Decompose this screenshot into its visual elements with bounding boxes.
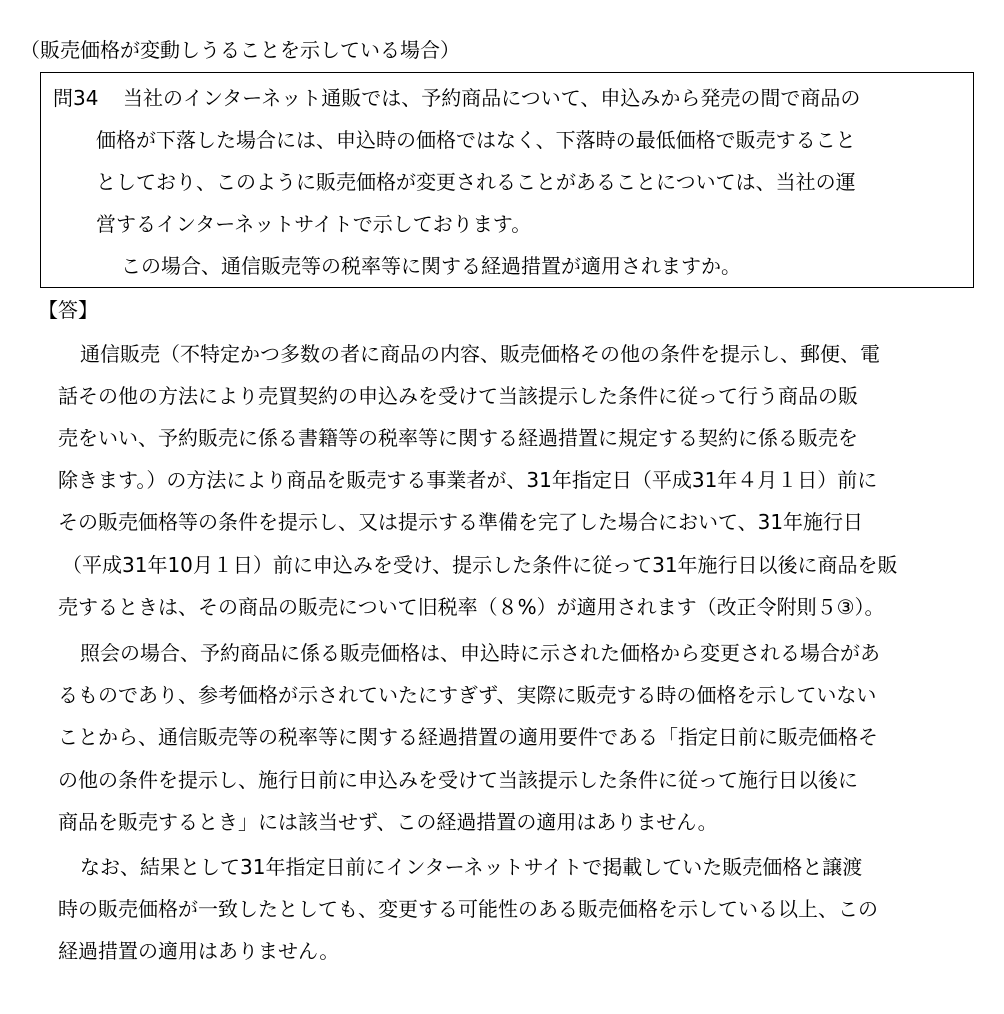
question-box: [40, 72, 974, 288]
answer-line: 売をいい、予約販売に係る書籍等の税率等に関する経過措置に規定する契約に係る販売を: [58, 426, 858, 450]
answer-line: その販売価格等の条件を提示し、又は提示する準備を完了した場合において、31年施行日: [58, 510, 864, 534]
section-title: （販売価格が変動しうることを示している場合）: [20, 38, 460, 62]
answer-line: 除きます。）の方法により商品を販売する事業者が、31年指定日（平成31年４月１日）前に: [58, 468, 878, 492]
question-line: 当社のインターネット通販では、予約商品について、申込みから発売の間で商品の: [123, 86, 861, 110]
answer-line: ことから、通信販売等の税率等に関する経過措置の適用要件である「指定日前に販売価格そ: [58, 725, 878, 749]
answer-line: 話その他の方法により売買契約の申込みを受けて当該提示した条件に従って行う商品の販: [58, 384, 858, 408]
answer-line: 経過措置の適用はありません。: [58, 939, 340, 963]
answer-line: 売するときは、その商品の販売について旧税率（８%）が適用されます（改正令附則５③）。: [58, 595, 885, 619]
answer-line: るものであり、参考価格が示されていたにすぎず、実際に販売する時の価格を示していない: [58, 683, 877, 707]
answer-line: （平成31年10月１日）前に申込みを受け、提示した条件に従って31年施行日以後に商品を販: [62, 553, 898, 577]
answer-label: 【答】: [38, 298, 98, 322]
answer-line: なお、結果として31年指定日前にインターネットサイトで掲載していた販売価格と譲渡: [80, 855, 863, 879]
question-label: 問34: [53, 86, 99, 110]
answer-line: 時の販売価格が一致したとしても、変更する可能性のある販売価格を示している以上、この: [58, 897, 878, 921]
answer-line: 商品を販売するとき」には該当せず、この経過措置の適用はありません。: [58, 810, 718, 834]
answer-line: の他の条件を提示し、施行日前に申込みを受けて当該提示した条件に従って施行日以後に: [58, 768, 858, 792]
question-line: この場合、通信販売等の税率等に関する経過措置が適用されますか。: [121, 254, 741, 278]
answer-line: 照会の場合、予約商品に係る販売価格は、申込時に示された価格から変更される場合があ: [80, 641, 880, 665]
question-line: 営するインターネットサイトで示しております。: [96, 212, 532, 236]
question-line: 価格が下落した場合には、申込時の価格ではなく、下落時の最低価格で販売すること: [96, 128, 856, 152]
question-line: としており、このように販売価格が変更されることがあることについては、当社の運: [96, 170, 856, 194]
answer-line: 通信販売（不特定かつ多数の者に商品の内容、販売価格その他の条件を提示し、郵便、電: [80, 342, 880, 366]
